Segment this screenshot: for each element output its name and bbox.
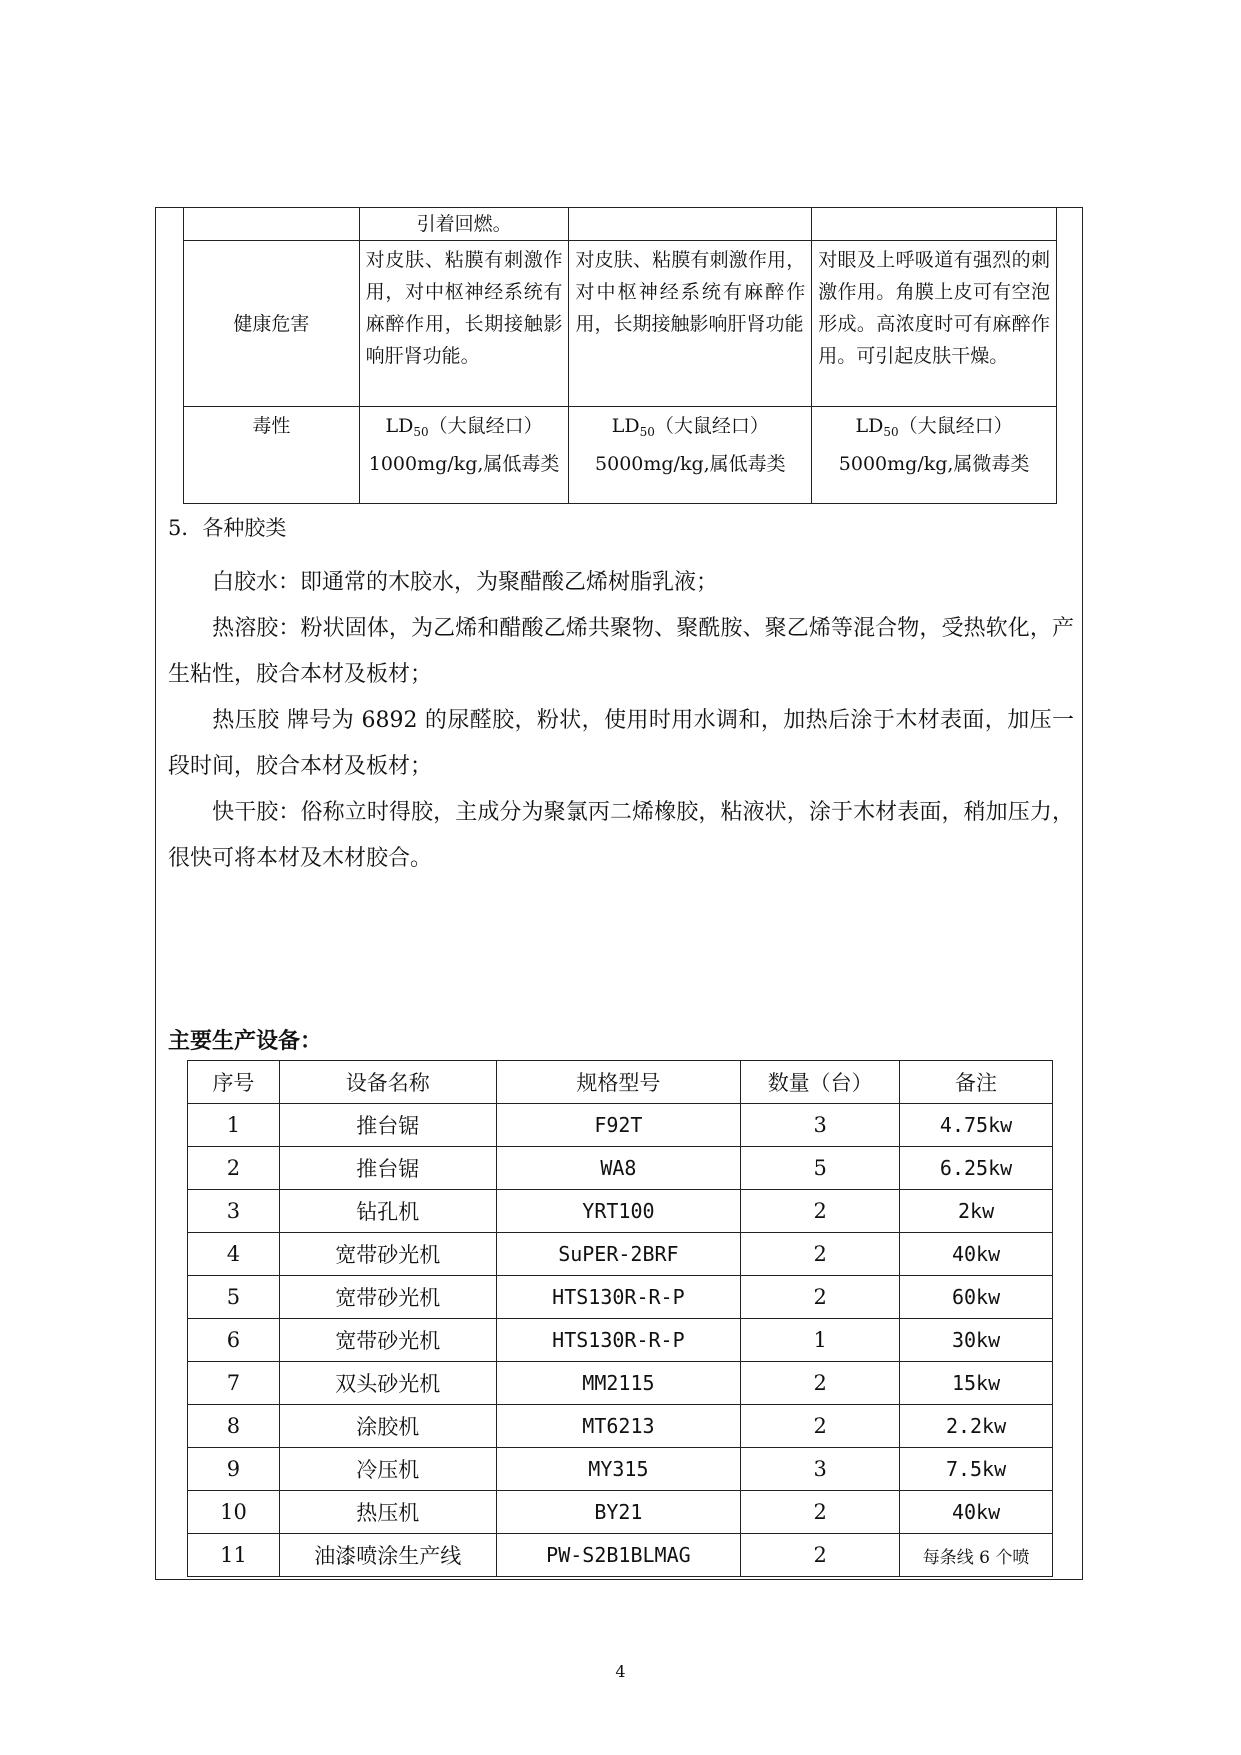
cell-qty: 3 <box>741 1448 900 1491</box>
cell-note: 每条线 6 个喷 <box>900 1534 1053 1577</box>
cell-qty: 2 <box>741 1491 900 1534</box>
cell-model: MM2115 <box>496 1362 741 1405</box>
cell-name: 宽带砂光机 <box>279 1319 496 1362</box>
ld-text: （大鼠经口） <box>898 415 1013 437</box>
column-header: 规格型号 <box>496 1061 741 1104</box>
cell-qty: 2 <box>741 1190 900 1233</box>
section-heading: 5．各种胶类 <box>168 516 287 540</box>
row-label: 毒性 <box>184 407 360 504</box>
table-row <box>188 1233 1053 1276</box>
table-cell: 引着回燃。 <box>359 208 569 241</box>
cell-name: 油漆喷涂生产线 <box>279 1534 496 1577</box>
cell-note: 15kw <box>900 1362 1053 1405</box>
paragraph <box>168 790 1074 882</box>
table-row <box>188 1319 1053 1362</box>
cell-qty: 1 <box>741 1319 900 1362</box>
table-cell <box>569 407 812 504</box>
table-cell <box>359 407 569 504</box>
cell-no: 10 <box>188 1491 280 1534</box>
cell-model: MT6213 <box>496 1405 741 1448</box>
table-row <box>184 208 1057 241</box>
table-row <box>188 1276 1053 1319</box>
paragraph <box>168 606 1074 698</box>
cell-model: SuPER-2BRF <box>496 1233 741 1276</box>
cell-qty: 2 <box>741 1276 900 1319</box>
table-cell: 对眼及上呼吸道有强烈的刺激作用。角膜上皮可有空泡形成。高浓度时可有麻醉作用。可引起皮肤干燥。 <box>812 241 1057 407</box>
equipment-table <box>187 1060 1053 1577</box>
table-cell: 对皮肤、粘膜有刺激作用，对中枢神经系统有麻醉作用，长期接触影响肝肾功能。 <box>359 241 569 407</box>
cell-note: 40kw <box>900 1233 1053 1276</box>
table-row <box>188 1147 1053 1190</box>
table-row <box>184 241 1057 407</box>
cell-name: 推台锯 <box>279 1104 496 1147</box>
column-header: 序号 <box>188 1061 280 1104</box>
cell-qty: 2 <box>741 1534 900 1577</box>
cell-note: 40kw <box>900 1491 1053 1534</box>
hazard-table <box>183 207 1057 504</box>
ld-subscript: 50 <box>639 425 655 439</box>
cell-no: 4 <box>188 1233 280 1276</box>
table-row <box>188 1190 1053 1233</box>
column-header: 设备名称 <box>279 1061 496 1104</box>
cell-name: 热压机 <box>279 1491 496 1534</box>
cell-name: 双头砂光机 <box>279 1362 496 1405</box>
cell-note: 4.75kw <box>900 1104 1053 1147</box>
table-row <box>188 1405 1053 1448</box>
table-row <box>188 1448 1053 1491</box>
cell-model: PW-S2B1BLMAG <box>496 1534 741 1577</box>
cell-no: 9 <box>188 1448 280 1491</box>
ld-symbol: LD <box>855 415 884 437</box>
cell-name: 宽带砂光机 <box>279 1233 496 1276</box>
cell-model: HTS130R-R-P <box>496 1276 741 1319</box>
cell-note: 60kw <box>900 1276 1053 1319</box>
column-header: 数量（台） <box>741 1061 900 1104</box>
ld-text: （大鼠经口） <box>428 415 543 437</box>
cell-no: 8 <box>188 1405 280 1448</box>
cell-model: MY315 <box>496 1448 741 1491</box>
page-number: 4 <box>615 1662 626 1681</box>
cell-model: BY21 <box>496 1491 741 1534</box>
ld-text: （大鼠经口） <box>654 415 769 437</box>
cell-no: 11 <box>188 1534 280 1577</box>
paragraph <box>168 698 1074 790</box>
cell-note: 6.25kw <box>900 1147 1053 1190</box>
ld-symbol: LD <box>385 415 414 437</box>
cell-no: 2 <box>188 1147 280 1190</box>
table-row <box>188 1104 1053 1147</box>
cell-name: 宽带砂光机 <box>279 1276 496 1319</box>
ld-text: 5000mg/kg,属低毒类 <box>595 453 786 475</box>
cell-no: 1 <box>188 1104 280 1147</box>
ld-symbol: LD <box>611 415 640 437</box>
cell-no: 6 <box>188 1319 280 1362</box>
cell-model: YRT100 <box>496 1190 741 1233</box>
cell-name: 涂胶机 <box>279 1405 496 1448</box>
ld-text: 5000mg/kg,属微毒类 <box>838 453 1030 475</box>
cell-model: F92T <box>496 1104 741 1147</box>
cell-name: 钻孔机 <box>279 1190 496 1233</box>
cell-name: 推台锯 <box>279 1147 496 1190</box>
table-cell: 对皮肤、粘膜有刺激作用，对中枢神经系统有麻醉作用，长期接触影响肝肾功能 <box>569 241 812 407</box>
cell-note: 2.2kw <box>900 1405 1053 1448</box>
paragraph-text: 热压胶 牌号为 6892 的尿醛胶，粉状，使用时用水调和，加热后涂于木材表面，加压一段时间，胶合本材及板材； <box>168 708 1074 779</box>
cell-model: HTS130R-R-P <box>496 1319 741 1362</box>
table-row <box>188 1534 1053 1577</box>
cell-model: WA8 <box>496 1147 741 1190</box>
table-header-row <box>188 1061 1053 1104</box>
table-cell <box>184 208 360 241</box>
cell-qty: 2 <box>741 1362 900 1405</box>
column-header: 备注 <box>900 1061 1053 1104</box>
table-cell <box>569 208 812 241</box>
cell-no: 7 <box>188 1362 280 1405</box>
ld-subscript: 50 <box>883 425 899 439</box>
paragraph-text: 热溶胶：粉状固体，为乙烯和醋酸乙烯共聚物、聚酰胺、聚乙烯等混合物，受热软化，产生粘性，胶合本材及板材； <box>168 616 1074 687</box>
cell-note: 7.5kw <box>900 1448 1053 1491</box>
table-row <box>184 407 1057 504</box>
table-row <box>188 1362 1053 1405</box>
paragraph-text: 白胶水：即通常的木胶水，为聚醋酸乙烯树脂乳液； <box>212 570 719 595</box>
paragraph <box>168 560 1074 606</box>
cell-name: 冷压机 <box>279 1448 496 1491</box>
row-label: 健康危害 <box>184 241 360 407</box>
cell-note: 30kw <box>900 1319 1053 1362</box>
table-row <box>188 1491 1053 1534</box>
cell-no: 3 <box>188 1190 280 1233</box>
cell-qty: 5 <box>741 1147 900 1190</box>
cell-note: 2kw <box>900 1190 1053 1233</box>
ld-text: 1000mg/kg,属低毒类 <box>368 453 560 475</box>
equipment-title: 主要生产设备： <box>168 1029 323 1054</box>
ld-subscript: 50 <box>413 425 429 439</box>
cell-qty: 3 <box>741 1104 900 1147</box>
cell-qty: 2 <box>741 1233 900 1276</box>
table-cell <box>812 208 1057 241</box>
cell-no: 5 <box>188 1276 280 1319</box>
paragraph-text: 快干胶：俗称立时得胶，主成分为聚氯丙二烯橡胶，粘液状，涂于木材表面，稍加压力，很快可将本材及木材胶合。 <box>168 800 1074 871</box>
cell-qty: 2 <box>741 1405 900 1448</box>
table-cell <box>812 407 1057 504</box>
